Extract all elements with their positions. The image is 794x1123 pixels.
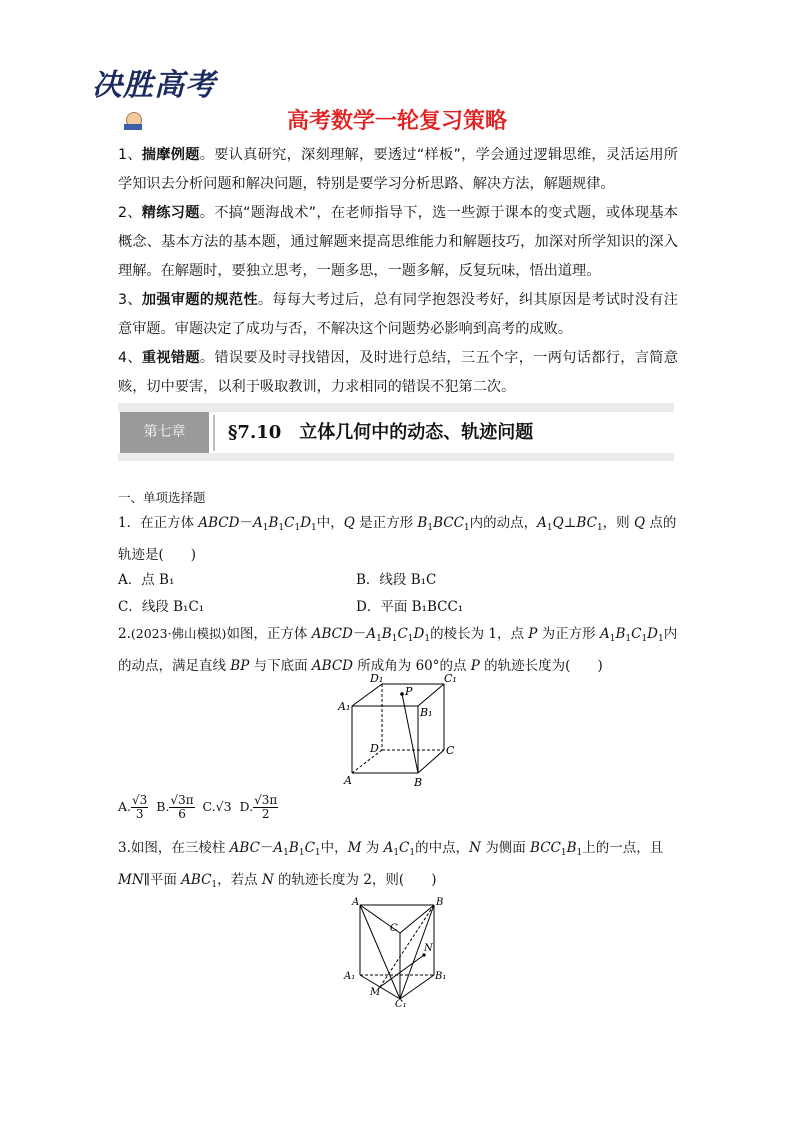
strategy-3: 3、加强审题的规范性。每每大考过后，总有同学抱怨没考好，纠其原因是考试时没有注意审题。审题决定了成功与否，不解决这个问题势必影响到高考的成败。 — [118, 292, 678, 337]
label-b1: B₁ — [420, 706, 433, 719]
point-p — [400, 692, 404, 696]
label-c1: C₁ — [395, 999, 407, 1008]
q1-option-c: C．线段 B₁C₁ — [118, 599, 205, 615]
strategy-4: 4、重视错题。错误要及时寻找错因，及时进行总结，三五个字，一两句话都行，言简意赅，切中要害，以利于吸取教训，力求相同的错误不犯第二次。 — [118, 350, 678, 395]
label-d: D — [370, 742, 379, 755]
question-1: 1．在正方体 $ABCD-A_1B_1C_1D_1$中，Q 是正方形 $B_1BCC_1$内的动点，$A_1Q\perp BC_1$，则 Q 点的轨迹是( ) — [118, 515, 677, 563]
q2-option-c: C.√3 — [198, 799, 232, 814]
logo-text: 决胜高考 — [92, 68, 216, 103]
q2-source: (2023·佛山模拟) — [130, 626, 227, 641]
label-b1: B₁ — [435, 971, 447, 982]
q1-option-b: B．线段 B₁C — [356, 572, 437, 588]
prism-figure — [340, 893, 450, 1008]
label-p: P — [405, 685, 413, 698]
label-d1: D₁ — [370, 672, 384, 685]
page-title: 高考数学一轮复习策略 — [286, 109, 507, 134]
label-b: B — [414, 776, 423, 789]
banner-stripe-bottom — [118, 453, 674, 461]
strategy-1: 1、揣摩例题。要认真研究，深刻理解，要透过“样板”，学会通过逻辑思维，灵活运用所学知识去分析问题和解决问题，特别是要学习分析思路、解决方法，解题规律。 — [118, 147, 678, 192]
q2-option-a: A. $\frac{√3}{3}$ — [118, 793, 148, 821]
label-b: B — [436, 897, 444, 908]
label-c: C — [446, 744, 455, 757]
q2-option-b: B. $\frac{√3\pi}{6}$ — [152, 793, 194, 821]
label-a: A — [352, 897, 360, 908]
q2-option-d: D. $\frac{√3\pi}{2}$ — [235, 793, 278, 821]
banner-divider — [213, 415, 215, 451]
question-3: 3.如图，在三棱柱 $ABC-A_1B_1C_1$中，M 为 $A_1C_1$的中点，N 为侧面 $BCC_1B_1$上的一点，且 MN∥平面 $ABC_1$，若点 N 的轨迹长度为 2，则( ) — [118, 840, 664, 890]
section-heading: 一、单项选择题 — [118, 490, 206, 505]
chapter-banner — [118, 403, 674, 461]
chapter-label: 第七章 — [120, 412, 209, 453]
strategy-2: 2、精练习题。不搞“题海战术”，在老师指导下，选一些源于课本的变式题，或体现基本概念、基本方法的基本题，通过解题来提高思维能力和解题技巧，加深对所学知识的深入理解。在解题时，要独立思考，一题多思，一题多解，反复玩味，悟出道理。 — [118, 205, 678, 279]
label-a1: A₁ — [344, 971, 356, 982]
question-2: 2.(2023·佛山模拟)如图，正方体 $ABCD-A_1B_1C_1D_1$的棱长为 1，点 P 为正方形 $A_1B_1C_1D_1$内的动点，满足直线 BP 与下底面 ABCD 所成角为 60°的点 P 的轨迹长度为( ) — [118, 626, 678, 674]
banner-stripe-top — [118, 403, 674, 412]
label-c: C — [390, 923, 398, 934]
label-a1: A₁ — [338, 700, 351, 713]
q1-option-a: A．点 B₁ — [118, 572, 175, 588]
q1-option-d: D．平面 B₁BCC₁ — [356, 599, 464, 615]
label-c1: C₁ — [444, 672, 457, 685]
label-n: N — [424, 943, 433, 954]
cube-figure — [336, 672, 466, 790]
label-m: M — [370, 987, 381, 998]
label-a: A — [344, 774, 352, 787]
section-title: §7.10 立体几何中的动态、轨迹问题 — [228, 422, 534, 443]
q2-options — [118, 794, 278, 821]
